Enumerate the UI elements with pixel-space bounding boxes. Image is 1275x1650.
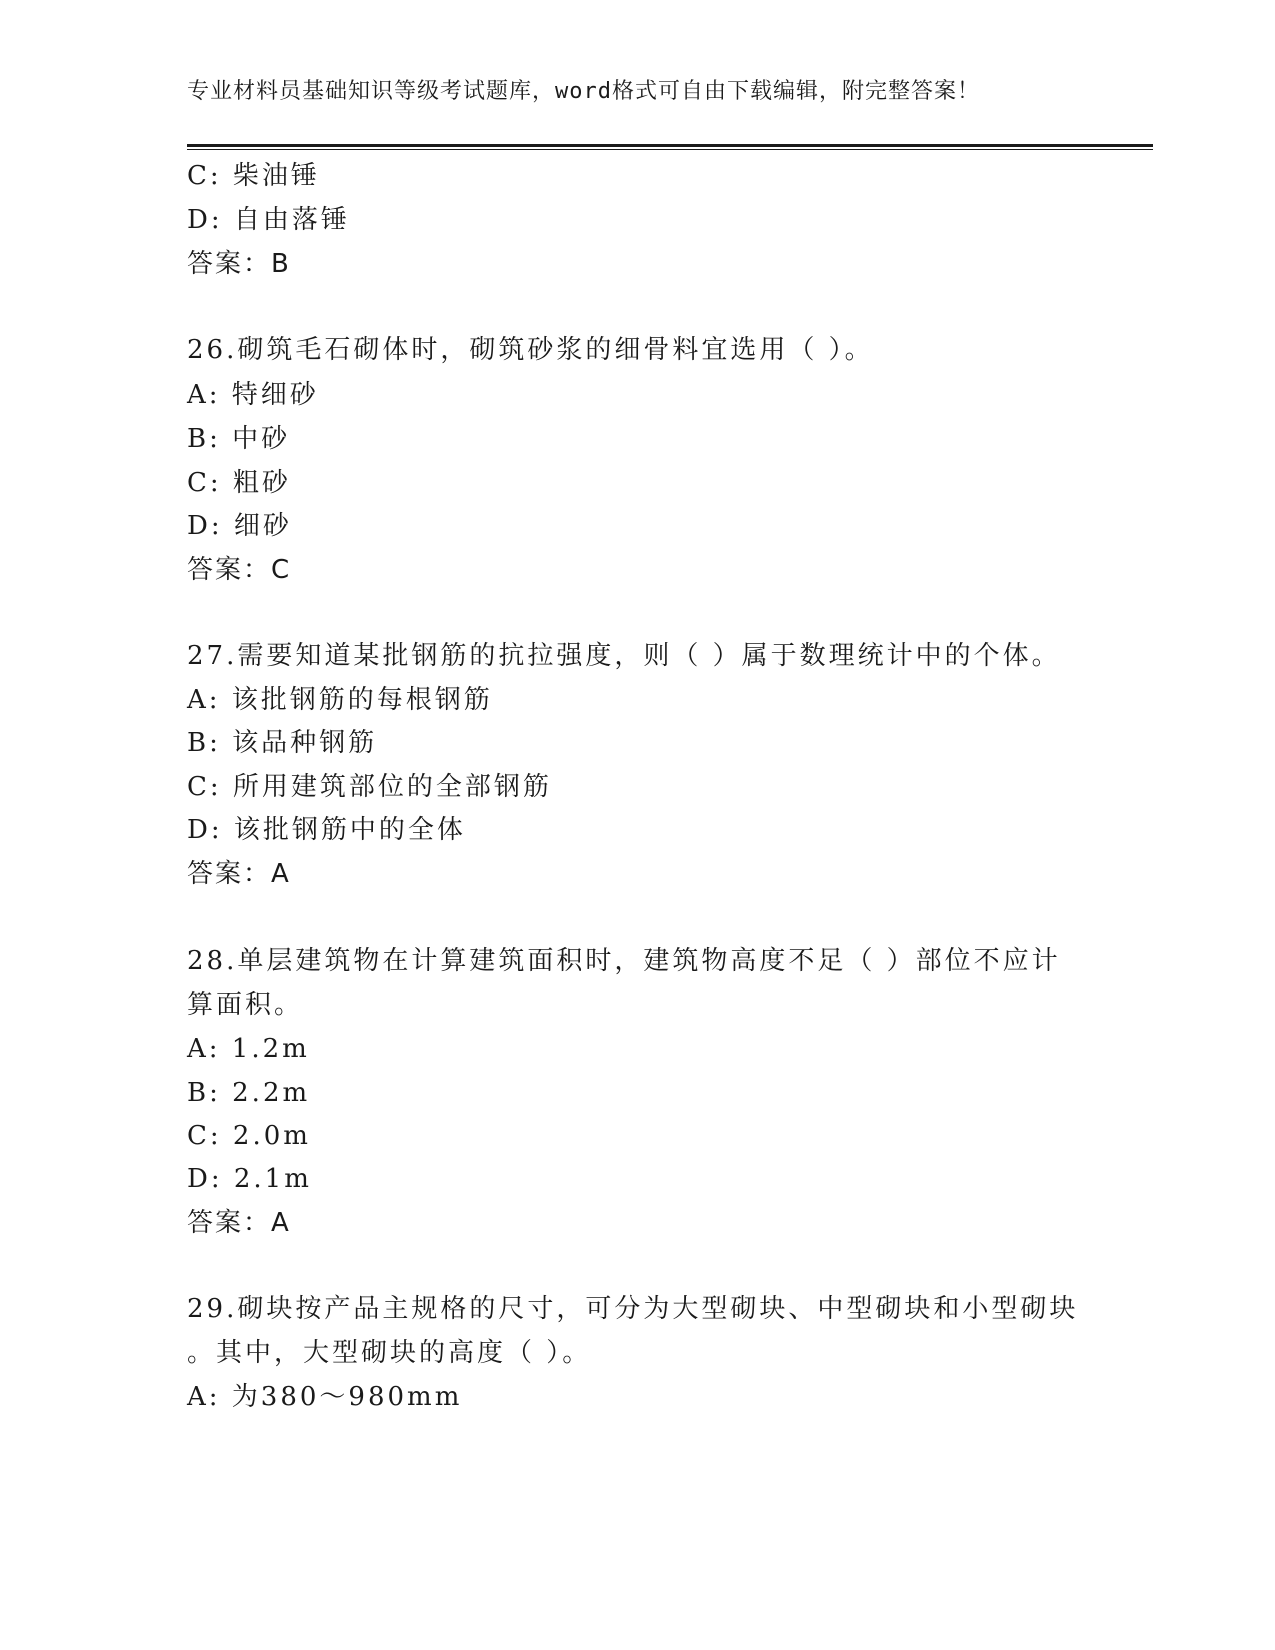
question-line: 。其中，大型砌块的高度（ ）。 [187,1338,592,1368]
option-line: B: 该品种钢筋 [187,728,378,758]
option-line: D: 2.1m [187,1164,312,1194]
question-line: 28.单层建筑物在计算建筑面积时，建筑物高度不足（ ）部位不应计 [187,946,1061,976]
option-line: C: 所用建筑部位的全部钢筋 [187,772,552,802]
page-header: 专业材料员基础知识等级考试题库，word格式可自由下载编辑，附完整答案！ [187,79,980,104]
option-line: A: 为380～980mm [187,1382,463,1412]
option-line: A: 特细砂 [187,380,319,410]
option-line: C: 柴油锤 [187,161,320,191]
option-line: B: 中砂 [187,424,291,454]
option-line: D: 细砂 [187,511,292,541]
option-line: C: 粗砂 [187,468,291,498]
option-line: B: 2.2m [187,1078,311,1108]
option-line: D: 该批钢筋中的全体 [187,815,466,845]
answer-line: 答案：A [187,1208,291,1238]
option-line: A: 1.2m [187,1034,310,1064]
header-divider-thick [187,144,1153,147]
question-line: 29.砌块按产品主规格的尺寸，可分为大型砌块、中型砌块和小型砌块 [187,1294,1079,1324]
option-line: A: 该批钢筋的每根钢筋 [187,685,493,715]
option-line: D: 自由落锤 [187,205,350,235]
header-divider-thin [187,149,1153,150]
answer-line: 答案：C [187,555,292,585]
answer-line: 答案：B [187,249,291,279]
question-line: 26.砌筑毛石砌体时，砌筑砂浆的细骨料宜选用（ ）。 [187,335,874,365]
question-line: 算面积。 [187,990,304,1020]
question-line: 27.需要知道某批钢筋的抗拉强度，则（ ）属于数理统计中的个体。 [187,641,1061,671]
option-line: C: 2.0m [187,1121,311,1151]
answer-line: 答案：A [187,859,291,889]
